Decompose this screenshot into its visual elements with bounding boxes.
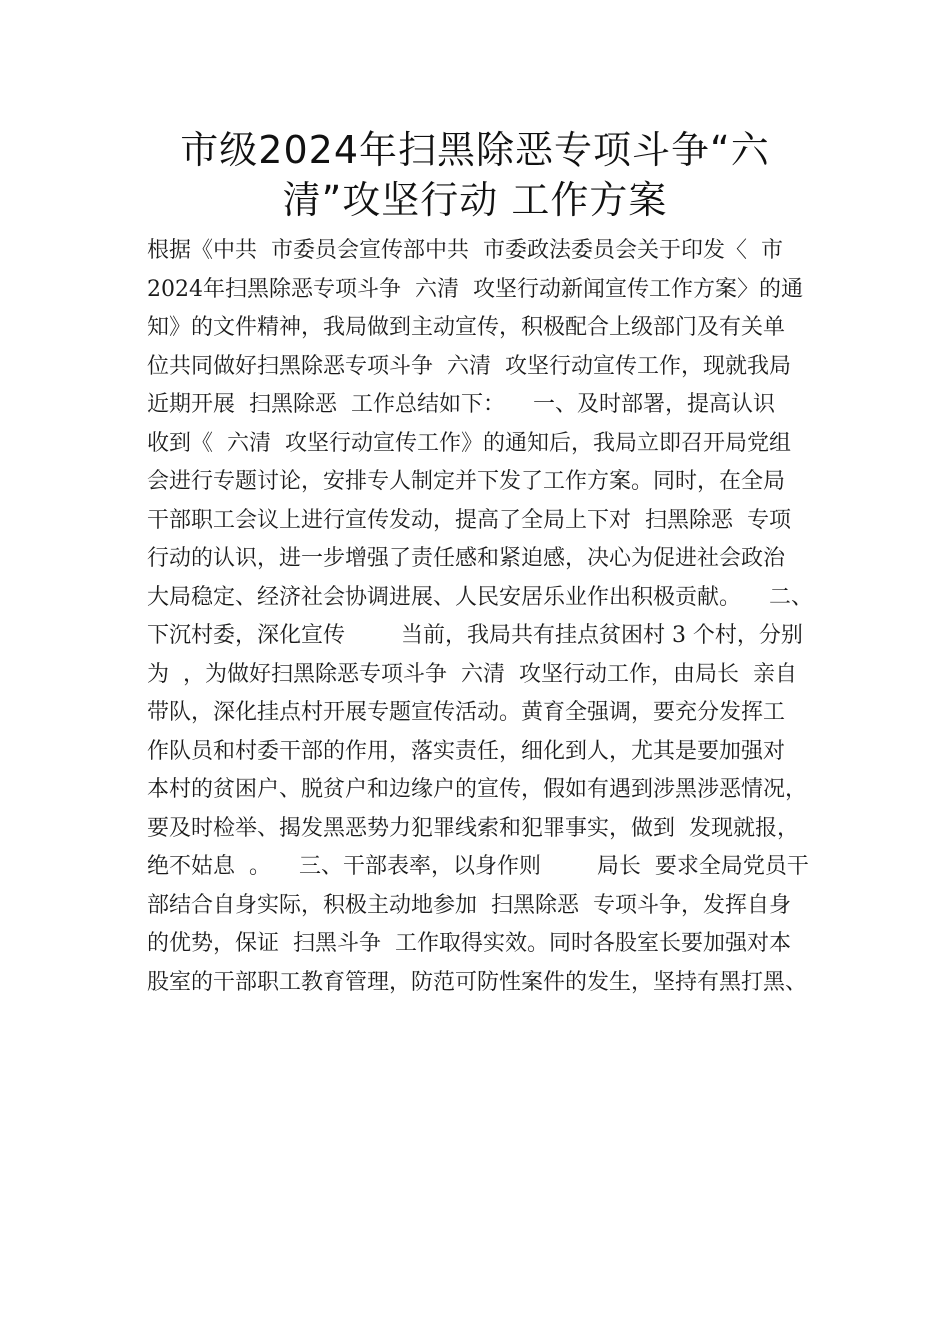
body-line: 的优势，保证 扫黑斗争 工作取得实效。同时各股室长要加强对本 [147,931,791,956]
body-line: 2024年扫黑除恶专项斗争 六清 攻坚行动新闻宣传工作方案〉的通 [147,276,803,302]
body-line: 部结合自身实际，积极主动地参加 扫黑除恶 专项斗争，发挥自身 [147,892,791,918]
body-line: 收到《 六清 攻坚行动宣传工作》的通知后，我局立即召开局党组 [147,430,791,456]
body-line: 根据《中共 市委员会宣传部中共 市委政法委员会关于印发〈 市 [147,238,783,263]
body-line: 带队，深化挂点村开展专题宣传活动。黄育全强调，要充分发挥工 [147,700,786,725]
document-title [0,125,950,225]
body-line: 要及时检举、揭发黑恶势力犯罪线索和犯罪事实，做到 发现就报， [147,815,799,841]
body-line: 作队员和村委干部的作用，落实责任，细化到人，尤其是要加强对 [147,738,786,764]
title-line-2: 清”攻坚行动 工作方案 [282,178,668,222]
body-line: 本村的贫困户、脱贫户和边缘户的宣传，假如有遇到涉黑涉恶情况， [147,777,808,802]
body-line: 知》的文件精神，我局做到主动宣传，积极配合上级部门及有关单 [147,315,786,340]
body-line: 行动的认识，进一步增强了责任感和紧迫感，决心为促进社会政治 [147,546,786,571]
body-line: 会进行专题讨论，安排专人制定并下发了工作方案。同时，在全局 [147,469,786,494]
title-line-1: 市级2024年扫黑除恶专项斗争“六 [180,128,770,172]
body-line: 位共同做好扫黑除恶专项斗争 六清 攻坚行动宣传工作，现就我局 [147,353,791,379]
body-line: 股室的干部职工教育管理，防范可防性案件的发生，坚持有黑打黑、 [147,969,808,995]
body-line: 为 ，为做好扫黑除恶专项斗争 六清 攻坚行动工作，由局长 亲自 [147,661,797,687]
body-line: 大局稳定、经济社会协调进展、人民安居乐业作出积极贡献。 二、 [147,584,813,610]
document-body [147,232,837,1002]
body-line: 干部职工会议上进行宣传发动，提高了全局上下对 扫黑除恶 专项 [147,507,791,533]
body-line: 近期开展 扫黑除恶 工作总结如下： 一、及时部署，提高认识 [147,392,775,417]
body-line: 绝不姑息 。 三、干部表率，以身作则 局长 要求全局党员干 [147,854,809,879]
body-line: 下沉村委，深化宣传 当前，我局共有挂点贫困村 3 个村，分别 [147,623,803,648]
